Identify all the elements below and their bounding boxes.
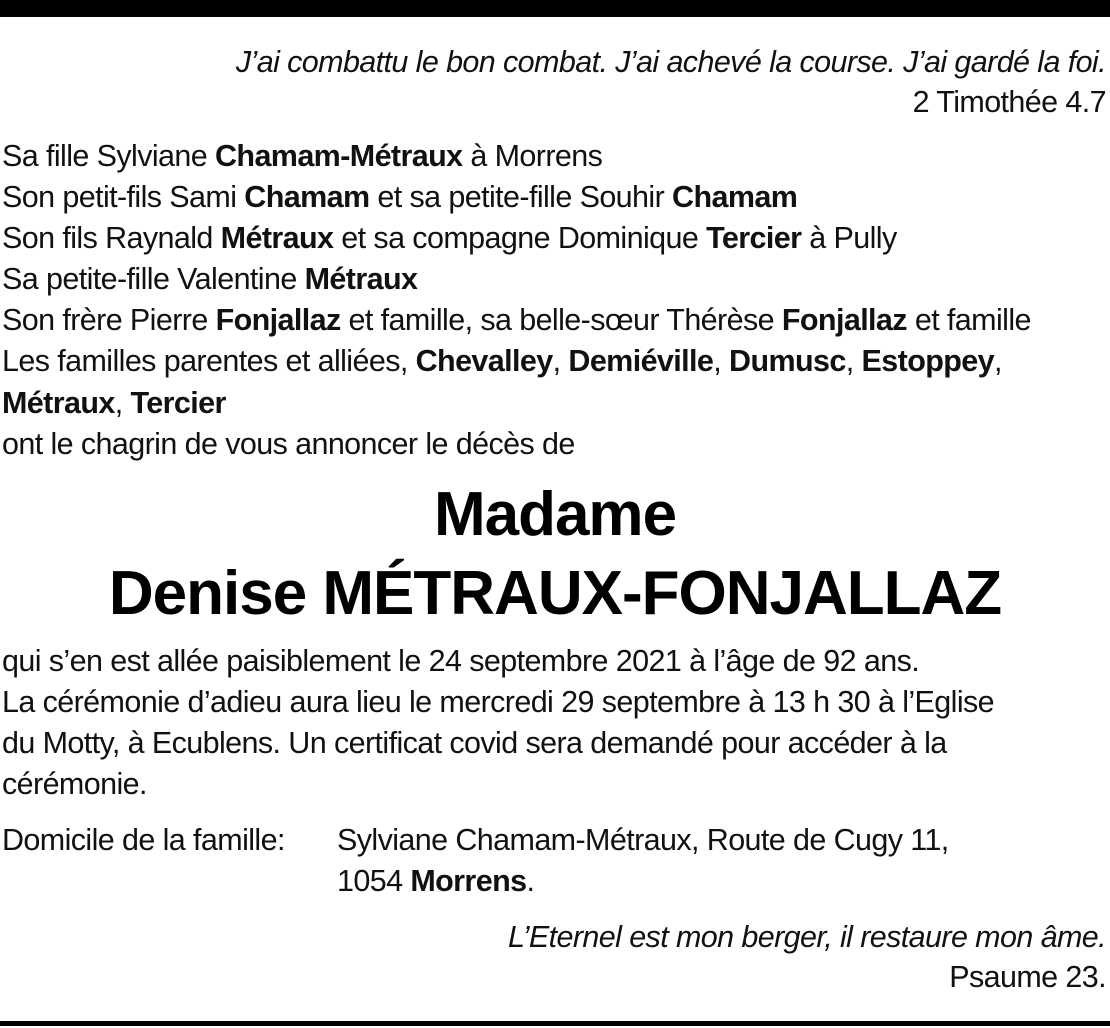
top-verse-reference: 2 Timothée 4.7 [912,85,1106,119]
details-line-1: qui s’en est allée paisiblement le 24 septembre 2021 à l’âge de 92 ans. [2,644,920,678]
details-line-3: du Motty, à Ecublens. Un certificat covid sera demandé pour accéder à la [2,726,947,760]
bottom-verse: L’Eternel est mon berger, il restaure mon âme. [508,920,1106,954]
top-rule [0,0,1110,17]
family-line-4: Sa petite-fille Valentine Métraux [2,262,418,296]
domicile-label: Domicile de la famille: [2,823,285,857]
details-line-4: cérémonie. [2,767,147,801]
bottom-rule [0,1021,1110,1026]
top-verse: J’ai combattu le bon combat. J’ai achevé la course. J’ai gardé la foi. [235,45,1106,79]
deceased-name: Denise MÉTRAUX-FONJALLAZ [108,559,1002,628]
domicile-postal-line: 1054 Morrens. [337,864,535,898]
domicile-address: Sylviane Chamam-Métraux, Route de Cugy 11, [337,823,949,857]
family-line-6: Les familles parentes et alliées, Chevalley, Demiéville, Dumusc, Estoppey, [2,344,1002,378]
deceased-title: Madame [433,480,677,549]
family-line-2: Son petit-fils Sami Chamam et sa petite-fille Souhir Chamam [2,180,798,214]
family-line-3: Son fils Raynald Métraux et sa compagne Dominique Tercier à Pully [2,221,897,255]
family-line-7: Métraux, Tercier [2,386,226,420]
details-line-2: La cérémonie d’adieu aura lieu le mercredi 29 septembre à 13 h 30 à l’Eglise [2,685,995,719]
family-line-1: Sa fille Sylviane Chamam-Métraux à Morrens [2,139,603,173]
family-line-5: Son frère Pierre Fonjallaz et famille, sa belle-sœur Thérèse Fonjallaz et famille [2,303,1031,337]
announcement-line: ont le chagrin de vous annoncer le décès de [2,427,575,461]
bottom-verse-reference: Psaume 23. [949,960,1106,994]
